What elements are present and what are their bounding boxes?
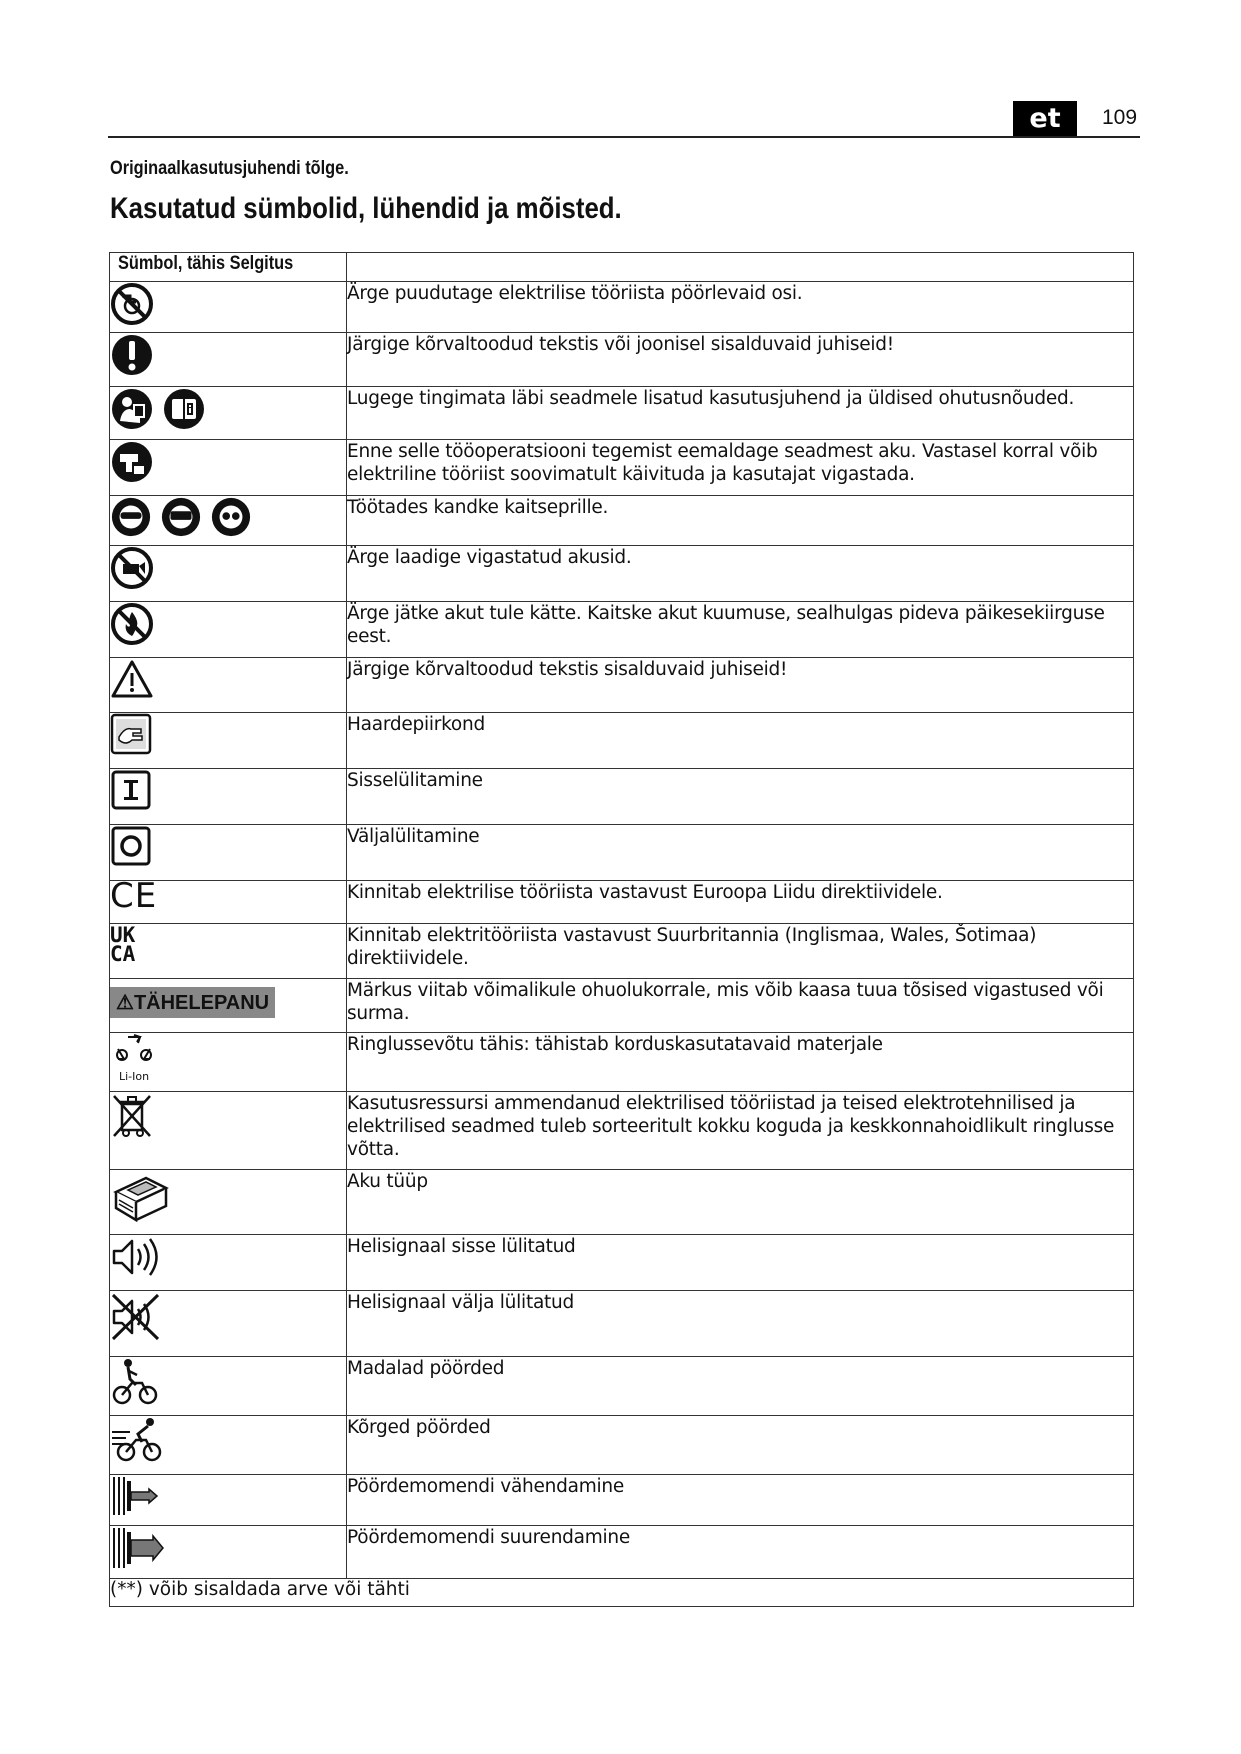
symbol-cell xyxy=(110,658,347,713)
symbol-cell xyxy=(110,496,347,546)
ukca-line-2: CA xyxy=(110,942,136,966)
header-rule xyxy=(108,136,1140,138)
description-cell: Madalad pöörded xyxy=(347,1357,1134,1416)
description-cell: Pöördemomendi suurendamine xyxy=(347,1526,1134,1579)
symbol-cell xyxy=(110,1291,347,1357)
weee-crossed-bin-icon xyxy=(110,1092,154,1140)
high-speed-bicycle-icon xyxy=(110,1416,166,1464)
description-cell: Järgige kõrvaltoodud tekstis või joonisel sisalduvaid juhiseid! xyxy=(347,333,1134,387)
table-header-cell xyxy=(110,253,347,282)
symbol-cell xyxy=(110,713,347,769)
table-row xyxy=(110,1235,1134,1291)
symbol-cell xyxy=(110,1475,347,1526)
description-cell: Ärge laadige vigastatud akusid. xyxy=(347,546,1134,602)
description-cell: Pöördemomendi vähendamine xyxy=(347,1475,1134,1526)
table-row xyxy=(110,979,1134,1033)
description-cell: Märkus viitab võimalikule ohuolukorrale, mis võib kaasa tuua tõsised vigastused või surma. xyxy=(347,979,1134,1033)
table-header-row xyxy=(110,253,1134,282)
table-row xyxy=(110,1475,1134,1526)
caution-label-text: TÄHELEPANU xyxy=(133,992,270,1014)
description-cell: Enne selle tööoperatsiooni tegemist eemaldage seadmest aku. Vastasel korral võib elektriline tööriist soovimatult käivituda ja kasutajat vigastada. xyxy=(347,440,1134,496)
page-title: Kasutatud sümbolid, lühendid ja mõisted. xyxy=(110,192,622,225)
table-row xyxy=(110,924,1134,979)
language-tag: et xyxy=(1013,101,1077,136)
footnote-cell: (**) võib sisaldada arve või tähti xyxy=(110,1579,1134,1607)
description-cell: Helisignaal sisse lülitatud xyxy=(347,1235,1134,1291)
table-row xyxy=(110,713,1134,769)
table-row xyxy=(110,546,1134,602)
symbol-cell xyxy=(110,282,347,333)
eye-protection-icon xyxy=(210,496,252,538)
description-cell: Kasutusressursi ammendanud elektrilised tööriistad ja teised elektrotehnilised ja elektrilised seadmed tuleb sorteeritult kokku koguda ja keskkonnahoidlikult ringlusse võtta. xyxy=(347,1092,1134,1170)
torque-increase-icon xyxy=(110,1526,166,1570)
power-on-icon xyxy=(110,769,152,811)
table-header-text: Sümbol, tähis Selgitus xyxy=(118,253,294,274)
symbol-cell xyxy=(110,440,347,496)
table-row xyxy=(110,440,1134,496)
table-row xyxy=(110,1092,1134,1170)
read-manual-book-icon xyxy=(162,387,206,431)
table-row xyxy=(110,1170,1134,1235)
low-speed-bicycle-icon xyxy=(110,1357,160,1407)
symbols-table xyxy=(109,252,1134,1607)
description-cell: Kinnitab elektritööriista vastavust Suurbritannia (Inglismaa, Wales, Šotimaa) direktiividele. xyxy=(347,924,1134,979)
table-footnote-row xyxy=(110,1579,1134,1607)
warning-triangle-small-icon: ⚠ xyxy=(116,992,134,1014)
description-cell: Kinnitab elektrilise tööriista vastavust Euroopa Liidu direktiividele. xyxy=(347,881,1134,924)
symbol-cell xyxy=(110,1170,347,1235)
remove-battery-icon xyxy=(110,440,154,484)
table-row xyxy=(110,881,1134,924)
symbol-cell xyxy=(110,924,347,979)
table-row xyxy=(110,769,1134,825)
symbol-cell xyxy=(110,979,347,1033)
description-cell: Haardepiirkond xyxy=(347,713,1134,769)
page-number: 109 xyxy=(1102,106,1138,129)
symbol-cell xyxy=(110,1526,347,1579)
table-row xyxy=(110,387,1134,440)
description-cell: Töötades kandke kaitseprille. xyxy=(347,496,1134,546)
li-ion-label: Li-Ion xyxy=(118,1070,150,1083)
table-row xyxy=(110,825,1134,881)
table-row xyxy=(110,658,1134,713)
symbol-cell xyxy=(110,387,347,440)
no-fire-icon xyxy=(110,602,154,646)
symbol-cell xyxy=(110,1235,347,1291)
symbol-cell xyxy=(110,876,347,924)
symbol-cell xyxy=(110,1416,347,1475)
table-row xyxy=(110,1416,1134,1475)
symbol-cell xyxy=(110,333,347,387)
safety-goggles-icon xyxy=(110,496,152,538)
caution-label xyxy=(110,987,275,1018)
no-touch-rotating-parts-icon xyxy=(110,282,154,326)
ce-mark-icon: CE xyxy=(110,876,158,916)
ukca-line-1: UK xyxy=(110,923,136,947)
description-cell: Ärge puudutage elektrilise tööriista pöörlevaid osi. xyxy=(347,282,1134,333)
ukca-mark-icon xyxy=(110,923,346,966)
sound-on-icon xyxy=(110,1235,162,1279)
table-row xyxy=(110,602,1134,658)
battery-pack-icon xyxy=(110,1170,170,1224)
read-manual-person-icon xyxy=(110,387,154,431)
description-cell: Sisselülitamine xyxy=(347,769,1134,825)
recycling-arrows-icon xyxy=(112,1033,156,1067)
table-header-empty-cell xyxy=(347,253,1134,282)
table-row xyxy=(110,282,1134,333)
li-ion-recycling-icon xyxy=(110,1033,158,1083)
description-cell: Lugege tingimata läbi seadmele lisatud kasutusjuhend ja üldised ohutusnõuded. xyxy=(347,387,1134,440)
symbol-cell xyxy=(110,769,347,825)
table-row xyxy=(110,496,1134,546)
power-off-icon xyxy=(110,825,152,867)
table-row xyxy=(110,1357,1134,1416)
table-row xyxy=(110,1033,1134,1092)
mandatory-action-icon xyxy=(110,333,154,377)
description-cell: Ringlussevõtu tähis: tähistab korduskasutatavaid materjale xyxy=(347,1033,1134,1092)
symbol-cell xyxy=(110,825,347,881)
table-row xyxy=(110,333,1134,387)
description-cell: Järgige kõrvaltoodud tekstis sisalduvaid juhiseid! xyxy=(347,658,1134,713)
description-cell: Helisignaal välja lülitatud xyxy=(347,1291,1134,1357)
grip-area-icon xyxy=(110,713,152,755)
no-charging-damaged-battery-icon xyxy=(110,546,154,590)
symbol-cell xyxy=(110,1033,347,1092)
description-cell: Ärge jätke akut tule kätte. Kaitske akut kuumuse, sealhulgas pideva päikesekiirguse eest. xyxy=(347,602,1134,658)
symbol-cell xyxy=(110,1357,347,1416)
torque-decrease-icon xyxy=(110,1475,164,1517)
face-shield-icon xyxy=(160,496,202,538)
table-row xyxy=(110,1526,1134,1579)
symbol-cell xyxy=(110,1092,347,1170)
warning-triangle-icon xyxy=(110,658,154,700)
description-cell: Kõrged pöörded xyxy=(347,1416,1134,1475)
symbol-cell xyxy=(110,602,347,658)
description-cell: Aku tüüp xyxy=(347,1170,1134,1235)
document-subtitle: Originaalkasutusjuhendi tõlge. xyxy=(110,158,349,179)
symbol-cell xyxy=(110,546,347,602)
table-row xyxy=(110,1291,1134,1357)
sound-off-icon xyxy=(110,1291,162,1343)
description-cell: Väljalülitamine xyxy=(347,825,1134,881)
